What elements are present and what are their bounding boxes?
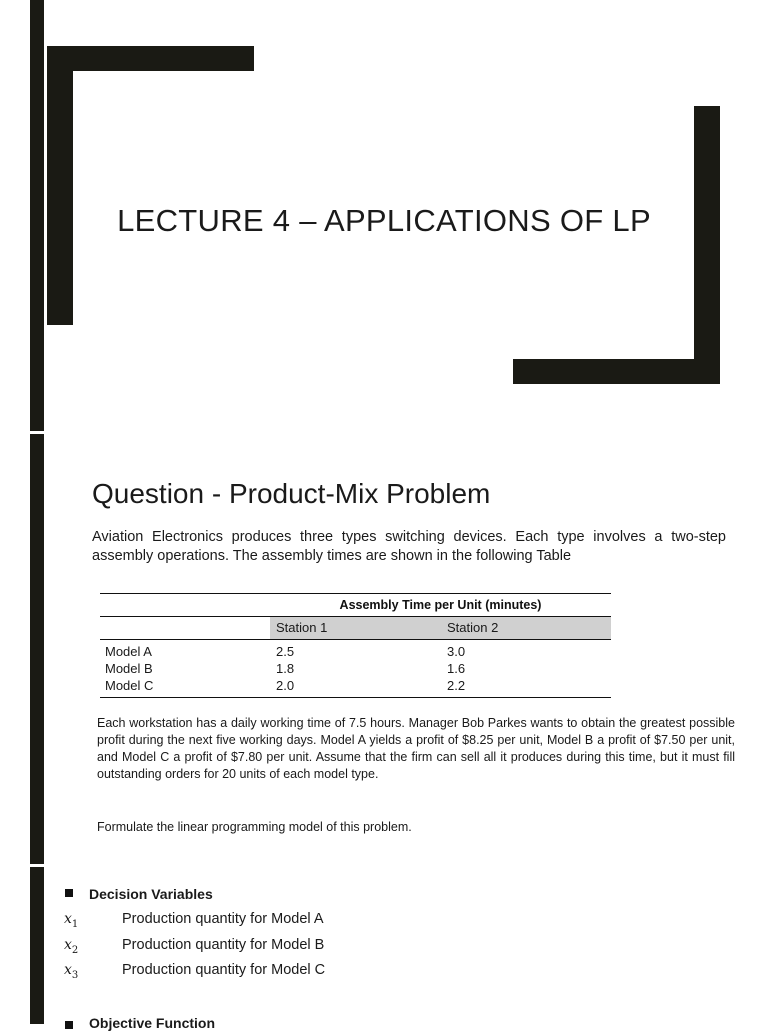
objective-function-heading: Objective Function xyxy=(89,1015,216,1031)
table-cell-station2: 2.2 xyxy=(447,678,466,693)
table-row xyxy=(0,644,768,661)
variable-symbol: $x_1$ xyxy=(64,911,79,930)
square-bullet-icon xyxy=(65,1021,73,1029)
title-bracket-bottom-right xyxy=(513,359,720,384)
intro-paragraph: Aviation Electronics produces three types switching devices. Each type involves a two-step assembly operations. The assembly times are shown in the following Table xyxy=(92,529,726,564)
task-statement: Formulate the linear programming model of this problem. xyxy=(97,820,412,834)
table-cell-model: Model C xyxy=(105,678,154,693)
lecture-title: LECTURE 4 – APPLICATIONS OF LP xyxy=(117,203,651,238)
variable-description: Production quantity for Model C xyxy=(122,962,326,978)
variable-description: Production quantity for Model B xyxy=(122,937,325,953)
table-cell-model: Model B xyxy=(105,661,153,676)
decision-variables-heading: Decision Variables xyxy=(89,886,213,902)
table-cell-station2: 1.6 xyxy=(447,661,466,676)
table-row xyxy=(0,661,768,678)
list-item xyxy=(0,962,768,982)
table-rule xyxy=(100,616,270,617)
table-rule xyxy=(100,593,611,594)
table-cell-station1: 1.8 xyxy=(276,661,295,676)
table-cell-station1: 2.0 xyxy=(276,678,295,693)
title-bracket-top-left xyxy=(47,46,73,325)
variable-symbol: $x_2$ xyxy=(64,937,79,956)
table-cell-station2: 3.0 xyxy=(447,644,466,659)
variable-symbol: $x_3$ xyxy=(64,962,79,981)
table-rule xyxy=(100,697,611,698)
table-row xyxy=(0,678,768,695)
table-cell-station1: 2.5 xyxy=(276,644,295,659)
list-item xyxy=(0,911,768,931)
list-item xyxy=(0,937,768,957)
table-group-header: Assembly Time per Unit (minutes) xyxy=(339,598,542,612)
problem-paragraph: Each workstation has a daily working time of 7.5 hours. Manager Bob Parkes wants to obtain the greatest possible profit during the next five working days. Model A yields a profit of $8.25 per unit, Model B a profit of $7.50 per unit, and Model C a profit of $7.80 per unit. Assume that the firm can sell all it produces during this time, but it must fill outstanding orders for 20 units of each model type. xyxy=(97,716,735,781)
title-bracket-bottom-right xyxy=(694,106,720,384)
table-column-header: Station 2 xyxy=(447,620,499,635)
question-title: Question - Product-Mix Problem xyxy=(92,478,491,509)
table-rule xyxy=(100,639,611,640)
table-cell-model: Model A xyxy=(105,644,152,659)
variable-description: Production quantity for Model A xyxy=(122,911,324,927)
table-column-header: Station 1 xyxy=(276,620,328,635)
square-bullet-icon xyxy=(65,889,73,897)
title-bracket-top-left xyxy=(47,46,254,71)
